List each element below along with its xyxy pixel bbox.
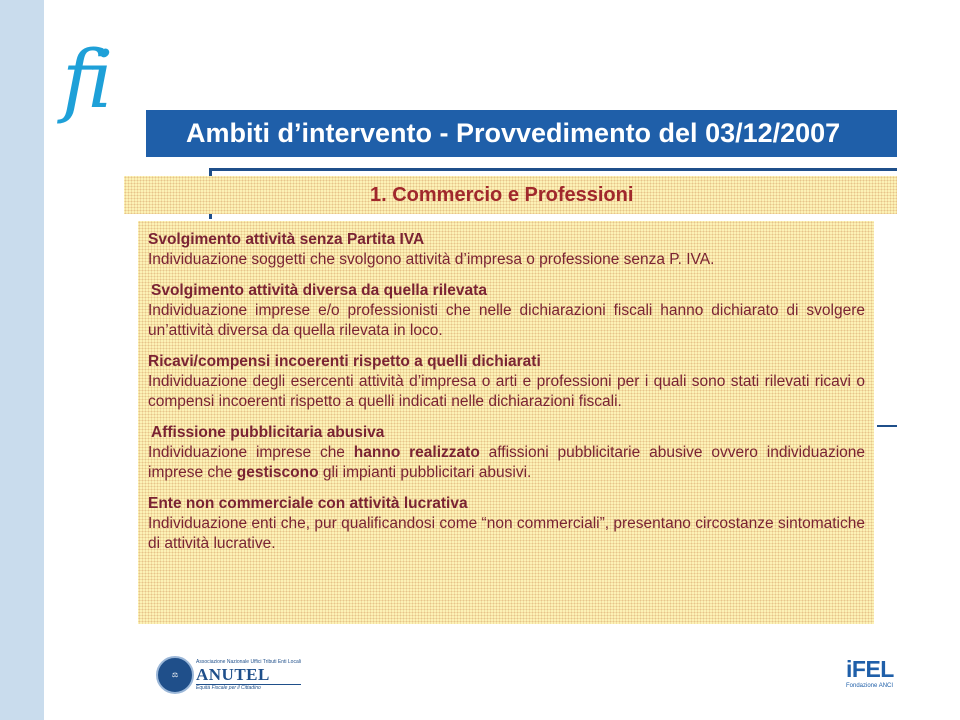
left-sidebar-strip [0,0,44,720]
decorative-line-top [209,168,897,171]
section-body [148,443,865,483]
section-body-text: Individuazione enti che, pur qualificandosi come “non commerciali”, presentano circostanze sintomatiche di attività lucrative. [148,515,865,552]
section-body-text: Individuazione imprese e/o professionisti che nelle dichiarazioni fiscali hanno dichiarato di svolgere un’attività diversa da quella rilevata in loco. [148,302,865,339]
decorative-dash-right [877,425,897,427]
anutel-text [196,659,301,692]
section-body-text: affissioni pubblicitarie abusive ovvero individuazione imprese che [148,444,866,481]
ifel-name: iFEL [846,656,894,682]
anutel-full-name: Associazione Nazionale Uffici Tributi Enti Locali [196,658,301,665]
section-body-text: gli impianti pubblicitari abusivi. [318,464,532,481]
section-title: Ente non commerciale con attività lucrativa [148,495,468,512]
content-box [138,221,874,624]
fi-logo: fi [62,33,110,126]
section-body-bold: hanno realizzato [353,444,480,461]
section-ricavi-incoerenti [148,352,865,412]
section-body [148,372,865,412]
section-title: Affissione pubblicitaria abusiva [151,424,385,441]
section-title: Svolgimento attività senza Partita IVA [148,231,425,248]
section-body [148,250,865,270]
section-body-text: Individuazione soggetti che svolgono attività d’impresa o professione senza P. IVA. [148,251,715,268]
scales-of-justice-icon: ⚖ [156,656,194,694]
ifel-subtitle: Fondazione ANCI [846,683,894,689]
section-body-text: Individuazione degli esercenti attività d’impresa o arti e professioni per i quali sono stati rilevati ricavi o compensi incoerenti rispetto a quelli indicati nelle dichiarazioni fiscali. [148,373,865,410]
anutel-logo [156,655,301,695]
anutel-tagline: Equità Fiscale per il Cittadino [196,684,261,691]
section-affissione-abusiva [148,423,865,483]
section-title: Ricavi/compensi incoerenti rispetto a quelli dichiarati [148,353,541,370]
section-title: Svolgimento attività diversa da quella rilevata [151,282,487,299]
section-body-bold: gestiscono [236,464,319,481]
ifel-logo [846,656,894,696]
section-body [148,514,865,554]
section-body-text: Individuazione imprese che [148,444,354,461]
section-ente-non-commerciale [148,494,865,554]
section-body [148,301,865,341]
subtitle-band: 1. Commercio e Professioni [124,176,897,214]
anutel-name: ANUTEL [196,666,301,685]
section-senza-partita-iva [148,230,865,270]
page-title: Ambiti d’intervento - Provvedimento del 03/12/2007 [146,110,897,157]
section-attivita-diversa [148,281,865,341]
